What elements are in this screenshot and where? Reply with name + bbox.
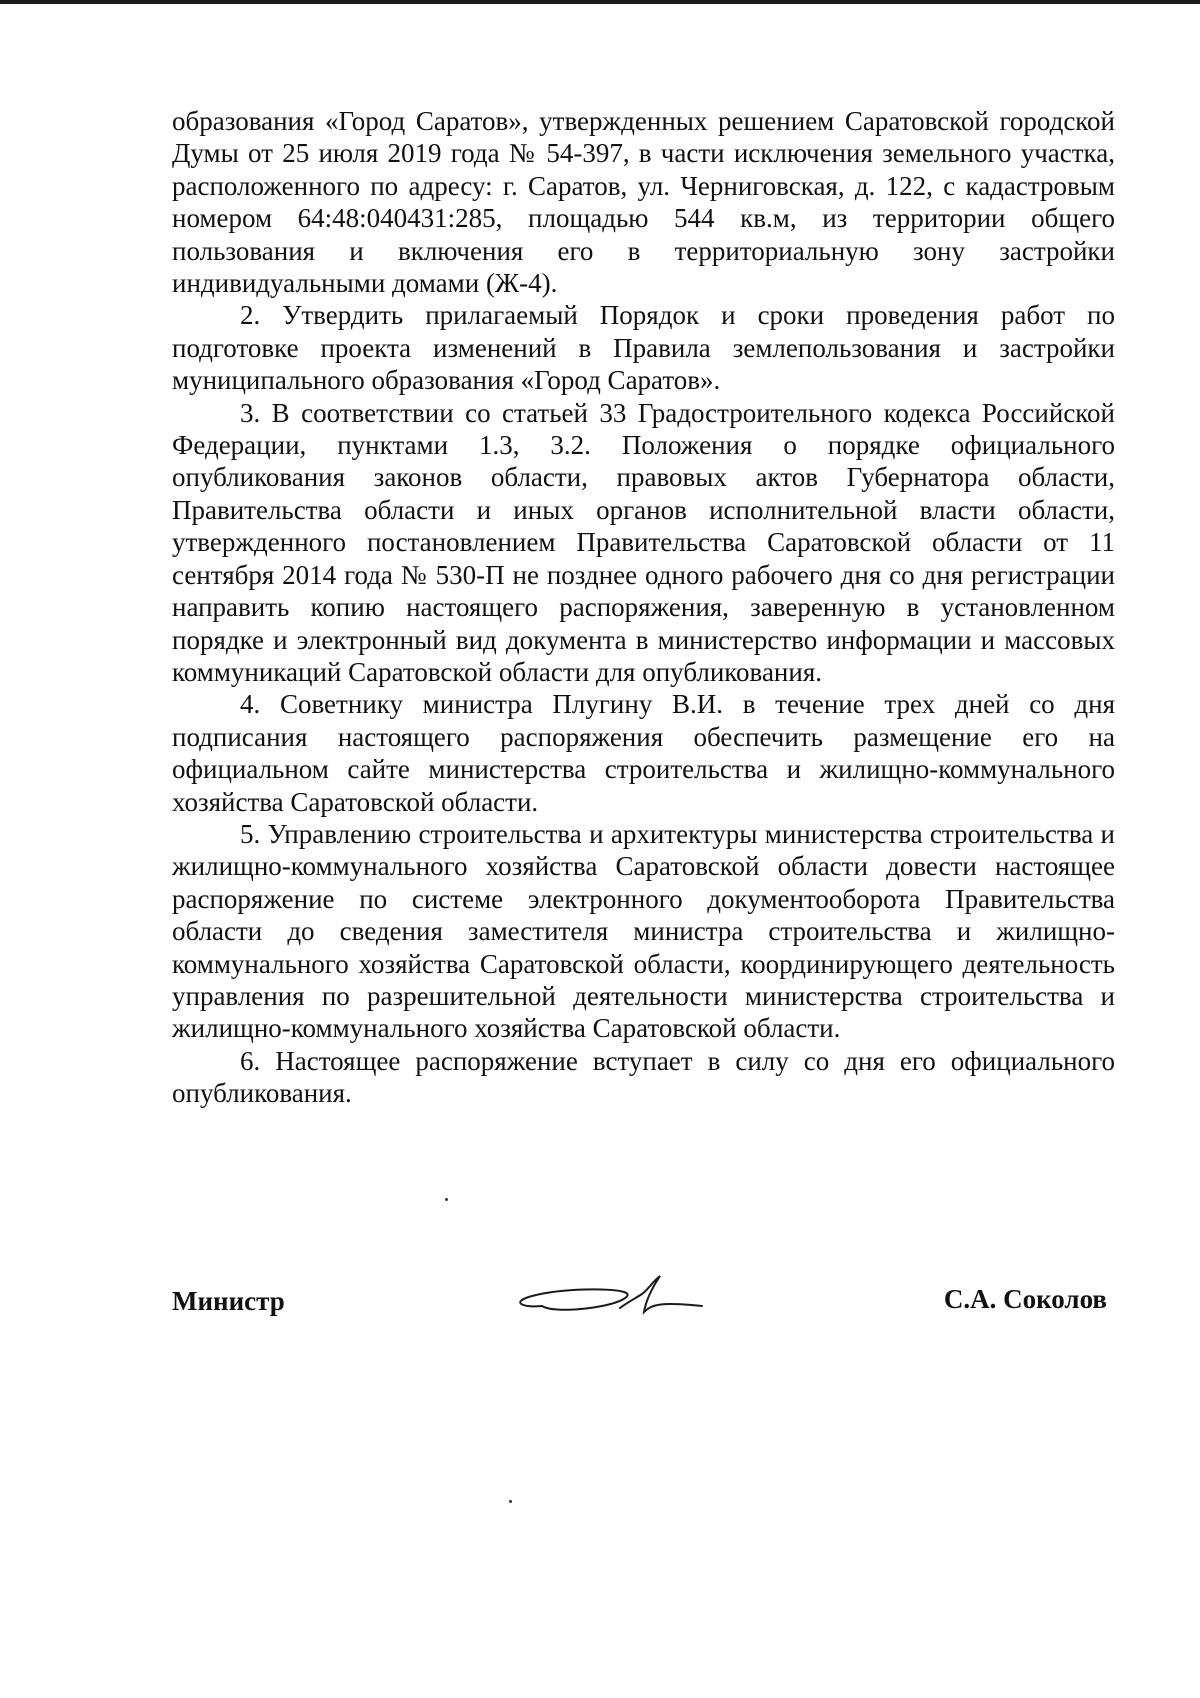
paragraph-item-5: 5. Управлению строительства и архитектуры министерства строительства и жилищно-коммунального хозяйства Саратовской области довести настоящее распоряжение по системе электронного документооборота Правительства области до сведения заместителя министра строительства и жилищно-коммунального хозяйства Саратовской области, координирующего деятельность управления по разрешительной деятельности министерства строительства и жилищно-коммунального хозяйства Саратовской области.: [172, 818, 1115, 1044]
paragraph-item-3: 3. В соответствии со статьей 33 Градостроительного кодекса Российской Федерации, пунктами 1.3, 3.2. Положения о порядке официального опубликования законов области, правовых актов Губернатора области, Правительства области и иных органов исполнительной власти области, утвержденного постановлением Правительства Саратовской области от 11 сентября 2014 года № 530-П не позднее одного рабочего дня со дня регистрации направить копию настоящего распоряжения, заверенную в установленном порядке и электронный вид документа в министерство информации и массовых коммуникаций Саратовской области для опубликования.: [172, 397, 1115, 687]
scan-speck: [509, 1500, 512, 1503]
signatory-role: Министр: [172, 1286, 285, 1316]
handwritten-signature: [502, 1268, 722, 1332]
scan-speck: [445, 1198, 448, 1201]
signature-block: [172, 1280, 1115, 1340]
paragraph-continuation: образования «Город Саратов», утвержденных решением Саратовской городской Думы от 25 июля 2019 года № 54-397, в части исключения земельного участка, расположенного по адресу: г. Саратов, ул. Черниговская, д. 122, с кадастровым номером 64:48:040431:285, площадью 544 кв.м, из территории общего пользования и включения его в территориальную зону застройки индивидуальными домами (Ж-4).: [172, 106, 1115, 299]
paragraph-item-4: 4. Советнику министра Плугину В.И. в течение трех дней со дня подписания настоящего распоряжения обеспечить размещение его на официальном сайте министерства строительства и жилищно-коммунального хозяйства Саратовской области.: [172, 689, 1115, 817]
scan-top-edge: [0, 0, 1200, 4]
document-body: [172, 105, 1115, 1110]
paragraph-item-2: 2. Утвердить прилагаемый Порядок и сроки проведения работ по подготовке проекта изменений в Правила землепользования и застройки муниципального образования «Город Саратов».: [172, 300, 1115, 396]
paragraph-item-6: 6. Настоящее распоряжение вступает в силу со дня его официального опубликования.: [172, 1045, 1115, 1109]
signatory-name: С.А. Соколов: [943, 1284, 1107, 1314]
